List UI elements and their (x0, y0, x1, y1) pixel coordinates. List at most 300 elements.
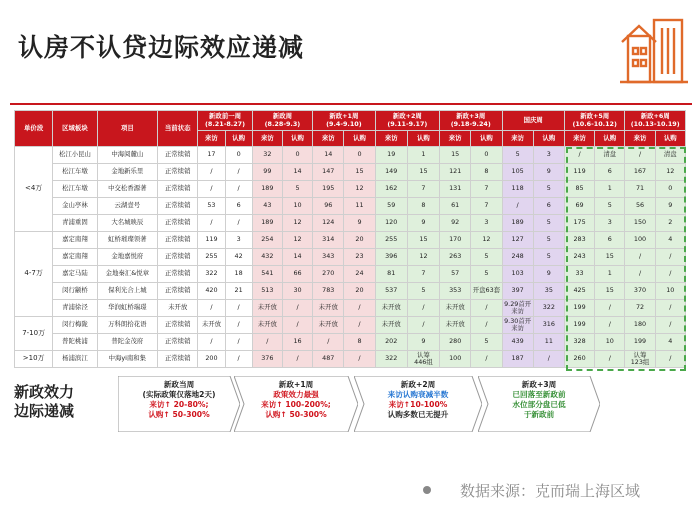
cell-value: 5 (471, 334, 502, 351)
chevron-1-line-3: 认购↑ 50-300% (265, 410, 327, 419)
cell-value: 189 (252, 215, 282, 232)
chevron-week-3 (478, 376, 600, 432)
cell-project: 万科朗拾花语 (97, 317, 157, 334)
cell-value: 8 (407, 198, 439, 215)
cell-value: 248 (502, 249, 533, 266)
chevron-2-line-0: 新政+2周 (400, 380, 436, 389)
cell-value: 56 (625, 198, 655, 215)
cell-value: 6 (533, 198, 564, 215)
chevron-0-line-2: 来访↑ 20-80%; (149, 400, 209, 409)
cell-value: 7 (407, 266, 439, 283)
cell-value: 12 (282, 215, 312, 232)
sub-header-subscriptions: 认购 (344, 131, 375, 147)
cell-value: 5 (407, 283, 439, 300)
table-row (15, 147, 686, 164)
cell-value: / (595, 317, 625, 334)
col-week-0: 新政周 (8.28-9.3) (252, 111, 312, 131)
cell-value: / (533, 351, 564, 368)
cell-value: / (225, 351, 252, 368)
cell-value: 4 (655, 334, 685, 351)
cell-value: / (225, 181, 252, 198)
cell-value: 85 (564, 181, 594, 198)
cell-value: 6 (225, 198, 252, 215)
cell-value: 283 (564, 232, 594, 249)
cell-value: 43 (252, 198, 282, 215)
cell-value: 53 (198, 198, 225, 215)
cell-value: 未开放 (440, 300, 471, 317)
chevron-2-line-3: 认购多数已无提升 (387, 410, 449, 419)
cell-value: 未开放 (375, 300, 407, 317)
cell-value: 199 (564, 317, 594, 334)
source-note: 数据来源：克而瑞上海区域 (460, 482, 641, 500)
cell-status: 未开放 (158, 300, 198, 317)
cell-value: 149 (375, 164, 407, 181)
chevron-2-line-2: 来访↑10-100% (388, 400, 448, 409)
cell-value: 189 (502, 215, 533, 232)
cell-value: 15 (595, 283, 625, 300)
cell-status: 正常续销 (158, 317, 198, 334)
cell-project: 中海阅麓山 (97, 147, 157, 164)
col-national-day: 国庆周 (502, 111, 564, 131)
cell-value: 9.30首开 来访 (502, 317, 533, 334)
cell-value: / (502, 198, 533, 215)
table-row (15, 317, 686, 334)
cell-value: 21 (225, 283, 252, 300)
cell-value: / (225, 215, 252, 232)
cell-area: 青浦重固 (53, 215, 97, 232)
cell-value: 420 (198, 283, 225, 300)
cell-value: 119 (564, 164, 594, 181)
cell-value: 255 (198, 249, 225, 266)
cell-value: 12 (655, 164, 685, 181)
cell-value: 66 (282, 266, 312, 283)
cell-value: 5 (471, 266, 502, 283)
cell-value: 10 (282, 198, 312, 215)
cell-value: / (625, 266, 655, 283)
table-row (15, 164, 686, 181)
cell-value: 未开放 (375, 317, 407, 334)
cell-value: 127 (502, 232, 533, 249)
cell-area: 嘉定南翔 (53, 232, 97, 249)
table-row (15, 300, 686, 317)
cell-status: 正常续销 (158, 198, 198, 215)
chevron-3-line-3: 于新政前 (523, 410, 555, 419)
cell-value: / (344, 317, 375, 334)
cell-value: 103 (502, 266, 533, 283)
cell-status: 正常续销 (158, 266, 198, 283)
cell-status: 正常续销 (158, 215, 198, 232)
cell-value: 11 (344, 198, 375, 215)
cell-area: 嘉定马陆 (53, 266, 97, 283)
chevron-2-line-1: 来访认购衰减半数 (387, 390, 449, 399)
cell-value: 783 (313, 283, 344, 300)
cell-value: 4 (655, 232, 685, 249)
cell-value: 7 (407, 181, 439, 198)
table-row (15, 198, 686, 215)
cell-value: 397 (502, 283, 533, 300)
cell-value: 243 (564, 249, 594, 266)
cell-value: 清盘 (655, 147, 685, 164)
cell-value: / (282, 317, 312, 334)
cell-value: / (564, 147, 594, 164)
cell-value: 8 (471, 164, 502, 181)
cell-value: 16 (282, 334, 312, 351)
cell-value: 9 (655, 198, 685, 215)
cell-value: 19 (375, 147, 407, 164)
cell-area: 金山亭林 (53, 198, 97, 215)
cell-value: 24 (344, 266, 375, 283)
cell-value: 175 (564, 215, 594, 232)
summary-label-line1: 新政效力 (14, 383, 75, 401)
cell-value: / (625, 249, 655, 266)
cell-value: 72 (625, 300, 655, 317)
cell-value: 425 (564, 283, 594, 300)
building-icon (618, 14, 690, 90)
cell-value: 9 (407, 334, 439, 351)
cell-value: 119 (198, 232, 225, 249)
cell-value: 11 (533, 334, 564, 351)
cell-area: 杨浦滨江 (53, 351, 97, 368)
cell-value: 0 (471, 147, 502, 164)
chevron-0-line-0: 新政当周 (163, 380, 195, 389)
cell-area: 闵行颛桥 (53, 283, 97, 300)
cell-value: 9 (407, 215, 439, 232)
cell-value: 9 (533, 164, 564, 181)
cell-value: / (655, 351, 685, 368)
cell-value: 513 (252, 283, 282, 300)
cell-value: / (471, 351, 502, 368)
cell-value: / (225, 334, 252, 351)
cell-value: 100 (440, 351, 471, 368)
cell-value: 15 (407, 164, 439, 181)
cell-value: 121 (440, 164, 471, 181)
cell-value: 15 (344, 164, 375, 181)
cell-value: 20 (344, 232, 375, 249)
cell-value: 260 (564, 351, 594, 368)
cell-value: 35 (533, 283, 564, 300)
page-title: 认房不认贷边际效应递减 (18, 33, 305, 62)
cell-status: 正常续销 (158, 351, 198, 368)
cell-value: 15 (407, 232, 439, 249)
cell-project: 中海yi南和集 (97, 351, 157, 368)
col-week-1: 新政+1周 (9.4-9.10) (313, 111, 375, 131)
cell-value: 14 (282, 249, 312, 266)
cell-value: 322 (375, 351, 407, 368)
cell-value: 92 (440, 215, 471, 232)
cell-value: 9.29首开 来访 (502, 300, 533, 317)
chevron-0-line-1: (实际政策仅落地2天) (142, 390, 216, 399)
cell-value: 189 (252, 181, 282, 198)
cell-value: 5 (533, 181, 564, 198)
cell-value: 20 (344, 283, 375, 300)
cell-value: / (198, 164, 225, 181)
col-week-2: 新政+2周 (9.11-9.17) (375, 111, 439, 131)
cell-value: 487 (313, 351, 344, 368)
cell-project: 金地新乐里 (97, 164, 157, 181)
cell-value: / (225, 164, 252, 181)
cell-status: 正常续销 (158, 181, 198, 198)
cell-value: 105 (502, 164, 533, 181)
cell-value: / (595, 351, 625, 368)
cell-value: 12 (407, 249, 439, 266)
col-area: 区域板块 (53, 111, 97, 147)
chevron-week-1 (234, 376, 358, 432)
cell-area: 松江车墩 (53, 164, 97, 181)
bullet-dot (423, 486, 431, 494)
sub-header-subscriptions: 认购 (282, 131, 312, 147)
cell-value: 343 (313, 249, 344, 266)
table-row (15, 215, 686, 232)
cell-value: 61 (440, 198, 471, 215)
sales-table (14, 110, 686, 368)
sub-header-visits: 来访 (252, 131, 282, 147)
cell-value: 5 (471, 249, 502, 266)
cell-value: 42 (225, 249, 252, 266)
cell-value: / (198, 300, 225, 317)
cell-value: / (407, 317, 439, 334)
cell-value: 187 (502, 351, 533, 368)
sub-header-visits: 来访 (198, 131, 225, 147)
cell-value: / (471, 300, 502, 317)
cell-value: 14 (313, 147, 344, 164)
cell-value: 118 (502, 181, 533, 198)
col-week-5: 新政+5周 (10.6-10.12) (564, 111, 624, 131)
price-band: 4-7万 (15, 232, 53, 317)
cell-value: / (198, 334, 225, 351)
cell-value: 3 (533, 147, 564, 164)
sub-header-visits: 来访 (625, 131, 655, 147)
sub-header-subscriptions: 认购 (225, 131, 252, 147)
cell-value: 537 (375, 283, 407, 300)
cell-value: 5 (595, 198, 625, 215)
sub-header-visits: 来访 (440, 131, 471, 147)
cell-status: 正常续销 (158, 334, 198, 351)
cell-value: 120 (375, 215, 407, 232)
cell-value: 167 (625, 164, 655, 181)
cell-status: 正常续销 (158, 283, 198, 300)
table-row (15, 351, 686, 368)
cell-project: 虹桥璀璨领著 (97, 232, 157, 249)
cell-value: / (655, 249, 685, 266)
cell-value: 12 (282, 232, 312, 249)
cell-value: 5 (533, 215, 564, 232)
cell-status: 正常续销 (158, 164, 198, 181)
cell-value: / (407, 300, 439, 317)
cell-value: 6 (595, 232, 625, 249)
sub-header-subscriptions: 认购 (471, 131, 502, 147)
sub-header-subscriptions: 认购 (407, 131, 439, 147)
cell-value: 10 (595, 334, 625, 351)
cell-value: 7 (471, 198, 502, 215)
cell-value: 432 (252, 249, 282, 266)
cell-value: / (595, 300, 625, 317)
cell-value: 认筹 446组 (407, 351, 439, 368)
cell-project: 保利光合上城 (97, 283, 157, 300)
cell-value: 5 (282, 181, 312, 198)
table-row (15, 283, 686, 300)
cell-value: 认筹 123组 (625, 351, 655, 368)
cell-value: 81 (375, 266, 407, 283)
cell-value: 200 (198, 351, 225, 368)
cell-value: 5 (533, 232, 564, 249)
cell-value: 150 (625, 215, 655, 232)
cell-value: 开盘63套 (471, 283, 502, 300)
cell-value: 15 (440, 147, 471, 164)
sub-header-visits: 来访 (313, 131, 344, 147)
cell-value: 未开放 (313, 300, 344, 317)
col-status: 当前状态 (158, 111, 198, 147)
sub-header-visits: 来访 (375, 131, 407, 147)
cell-value: 131 (440, 181, 471, 198)
cell-value: 255 (375, 232, 407, 249)
sub-header-subscriptions: 认购 (533, 131, 564, 147)
cell-value: 12 (344, 181, 375, 198)
cell-value: 96 (313, 198, 344, 215)
cell-value: 未开放 (252, 317, 282, 334)
cell-value: 10 (655, 283, 685, 300)
cell-value: 202 (375, 334, 407, 351)
cell-value: 未开放 (440, 317, 471, 334)
cell-value: / (655, 317, 685, 334)
cell-value: 69 (564, 198, 594, 215)
table-row (15, 181, 686, 198)
cell-value: 314 (313, 232, 344, 249)
summary-label-line2: 边际递减 (14, 402, 75, 420)
cell-value: / (198, 215, 225, 232)
cell-value: 162 (375, 181, 407, 198)
cell-value: 328 (564, 334, 594, 351)
cell-value: 清盘 (595, 147, 625, 164)
cell-value: 0 (344, 147, 375, 164)
chevron-3-line-2: 水位部分盘已低 (512, 400, 566, 409)
chevron-3-line-0: 新政+3周 (521, 380, 557, 389)
chevron-1-line-0: 新政+1周 (278, 380, 314, 389)
cell-value: 未开放 (313, 317, 344, 334)
cell-project: 金地嘉悦府 (97, 249, 157, 266)
price-band: 7-10万 (15, 317, 53, 351)
cell-value: 396 (375, 249, 407, 266)
cell-area: 嘉定南翔 (53, 249, 97, 266)
cell-status: 正常续销 (158, 249, 198, 266)
cell-project: 金地秦汇&悦章 (97, 266, 157, 283)
cell-value: / (198, 181, 225, 198)
table-row (15, 334, 686, 351)
cell-value: / (313, 334, 344, 351)
cell-value: 316 (533, 317, 564, 334)
cell-value: 439 (502, 334, 533, 351)
cell-value: / (471, 317, 502, 334)
cell-area: 闵行梅陇 (53, 317, 97, 334)
cell-area: 普陀桃浦 (53, 334, 97, 351)
divider (10, 103, 692, 105)
cell-project: 中交松香源著 (97, 181, 157, 198)
cell-value: / (282, 300, 312, 317)
cell-value: 270 (313, 266, 344, 283)
cell-value: 71 (625, 181, 655, 198)
cell-value: 18 (225, 266, 252, 283)
cell-value: / (282, 351, 312, 368)
cell-area: 松江小昆山 (53, 147, 97, 164)
cell-value: 254 (252, 232, 282, 249)
chevron-0-line-3: 认购↑ 50-300% (148, 410, 210, 419)
cell-value: 8 (344, 334, 375, 351)
price-band: >10万 (15, 351, 53, 368)
cell-area: 青浦徐泾 (53, 300, 97, 317)
cell-value: 541 (252, 266, 282, 283)
cell-value: / (344, 351, 375, 368)
cell-value: 30 (282, 283, 312, 300)
cell-value: 3 (225, 232, 252, 249)
cell-value: 170 (440, 232, 471, 249)
table-row (15, 266, 686, 283)
cell-project: 云湖壹号 (97, 198, 157, 215)
col-price: 单价段 (15, 111, 53, 147)
chevron-1-line-2: 来访↑ 100-200%; (261, 400, 331, 409)
header-row-periods (15, 111, 686, 131)
cell-value: 199 (625, 334, 655, 351)
col-project: 项目 (97, 111, 157, 147)
cell-value: 124 (313, 215, 344, 232)
price-band: <4万 (15, 147, 53, 232)
sub-header-subscriptions: 认购 (595, 131, 625, 147)
cell-value: 7 (471, 181, 502, 198)
cell-value: 未开放 (252, 300, 282, 317)
cell-value: 5 (533, 249, 564, 266)
cell-value: 2 (655, 215, 685, 232)
cell-project: 大名城映辰 (97, 215, 157, 232)
cell-area: 松江车墩 (53, 181, 97, 198)
cell-value: 0 (282, 147, 312, 164)
cell-value: 14 (282, 164, 312, 181)
cell-value: 6 (595, 164, 625, 181)
cell-value: 0 (225, 147, 252, 164)
cell-value: 23 (344, 249, 375, 266)
sub-header-visits: 来访 (502, 131, 533, 147)
cell-value: 57 (440, 266, 471, 283)
cell-value: 32 (252, 147, 282, 164)
summary-label (14, 383, 74, 421)
cell-value: / (655, 300, 685, 317)
col-week-3: 新政+3周 (9.18-9.24) (440, 111, 502, 131)
cell-value: / (344, 300, 375, 317)
cell-value: 100 (625, 232, 655, 249)
cell-value: 15 (595, 249, 625, 266)
cell-value: / (655, 266, 685, 283)
cell-value: 376 (252, 351, 282, 368)
cell-value: 370 (625, 283, 655, 300)
sub-header-subscriptions: 认购 (655, 131, 685, 147)
cell-value: 12 (471, 232, 502, 249)
cell-value: 3 (471, 215, 502, 232)
cell-value: 195 (313, 181, 344, 198)
cell-value: 199 (564, 300, 594, 317)
col-week-6: 新政+6周 (10.13-10.19) (625, 111, 686, 131)
cell-value: 0 (655, 181, 685, 198)
col-week-before: 新政前一周 (8.21-8.27) (198, 111, 252, 131)
cell-value: 263 (440, 249, 471, 266)
chevron-week-2 (354, 376, 482, 432)
cell-project: 华润虹桥瑞璟 (97, 300, 157, 317)
cell-value: / (252, 334, 282, 351)
cell-status: 正常续销 (158, 147, 198, 164)
cell-value: 280 (440, 334, 471, 351)
cell-value: 180 (625, 317, 655, 334)
table-row (15, 232, 686, 249)
cell-value: 5 (502, 147, 533, 164)
chevron-3-line-1: 已回落至新政前 (512, 390, 566, 399)
sub-header-visits: 来访 (564, 131, 594, 147)
cell-value: 9 (344, 215, 375, 232)
